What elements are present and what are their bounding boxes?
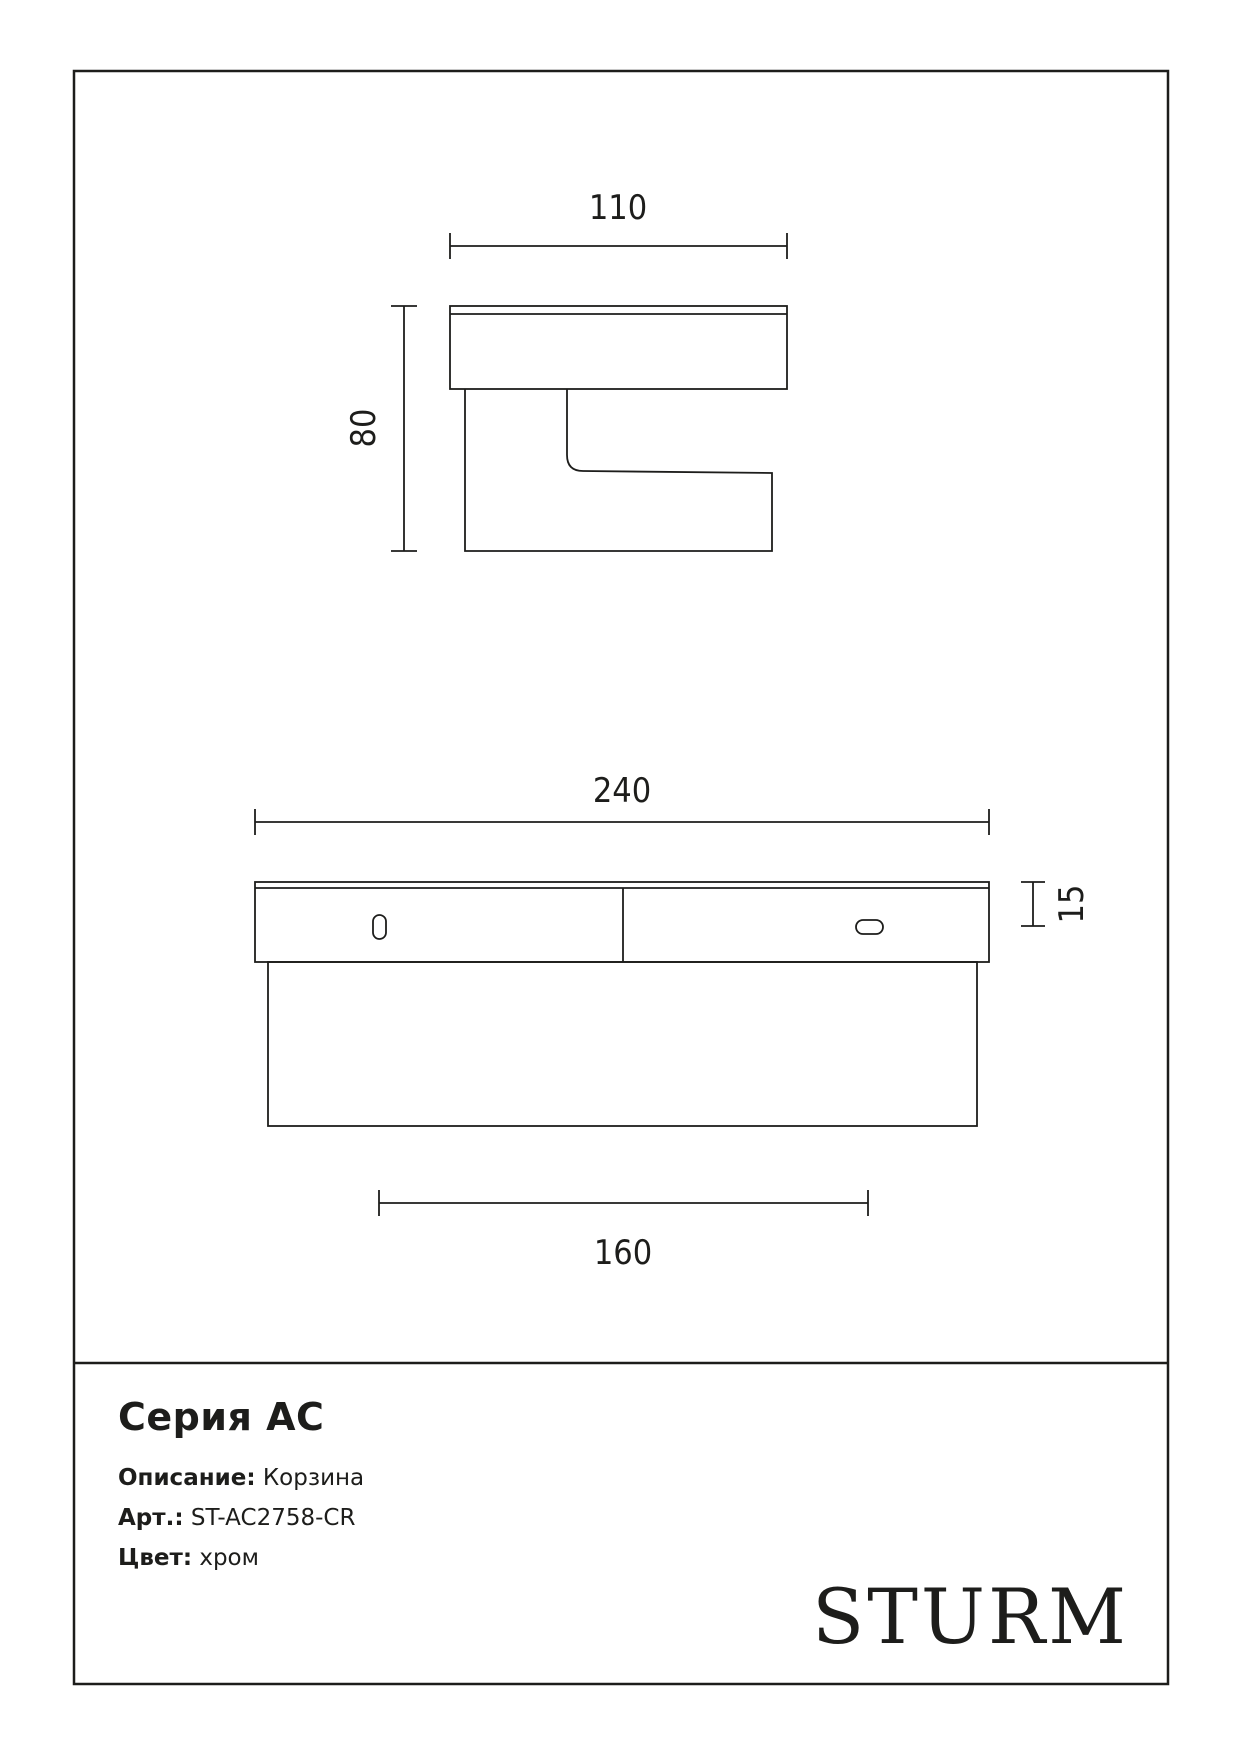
article-label: Арт.: — [118, 1505, 184, 1531]
article-value: ST-AC2758-CR — [190, 1505, 356, 1531]
description-label: Описание: — [118, 1465, 256, 1491]
color-value: хром — [199, 1545, 259, 1571]
dim-160: 160 — [593, 1233, 653, 1273]
sturm-logo: STURM — [812, 1572, 1129, 1661]
color-row — [118, 1545, 364, 1571]
dim-110: 110 — [588, 188, 648, 228]
front-view — [255, 771, 1092, 1273]
mount-hole-right — [856, 920, 883, 934]
dim-80: 80 — [344, 408, 384, 448]
dim-240: 240 — [592, 771, 652, 811]
description-row — [118, 1465, 364, 1491]
series-title: Серия АС — [118, 1395, 325, 1439]
color-label: Цвет: — [118, 1545, 193, 1571]
product-info — [118, 1395, 364, 1585]
article-row — [118, 1505, 364, 1531]
description-value: Корзина — [262, 1465, 365, 1491]
mount-hole-left — [373, 915, 386, 939]
side-view — [344, 188, 787, 551]
dim-15: 15 — [1052, 884, 1092, 924]
